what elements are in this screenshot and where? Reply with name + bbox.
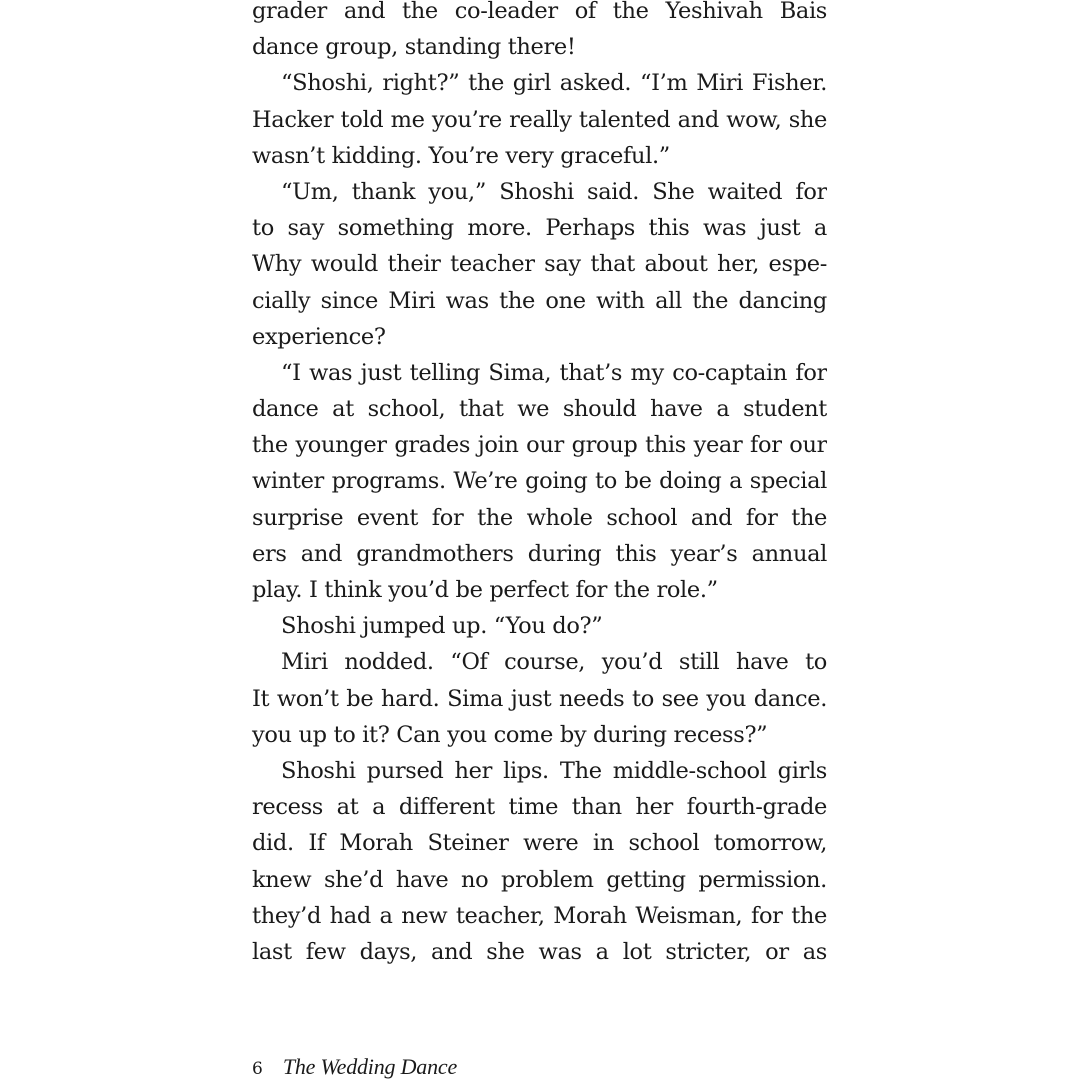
text-line: cially since Miri was the one with all the dancing <box>252 287 827 314</box>
text-line: knew she’d have no problem getting permission. <box>252 866 827 893</box>
text-line: to say something more. Perhaps this was just a <box>252 215 827 242</box>
running-title: The Wedding Dance <box>282 1054 458 1079</box>
text-line: Shoshi jumped up. “You do?” <box>281 613 603 640</box>
text-line: It won’t be hard. Sima just needs to see you dance. <box>252 685 827 712</box>
text-line: Why would their teacher say that about her, espe- <box>252 251 827 278</box>
text-line: did. If Morah Steiner were in school tomorrow, <box>252 830 827 857</box>
text-line: you up to it? Can you come by during recess?” <box>252 721 768 748</box>
text-line: dance group, standing there! <box>252 34 576 61</box>
text-line: surprise event for the whole school and for the <box>252 504 827 531</box>
text-line: recess at a different time than her fourth-grade <box>252 794 827 821</box>
text-line: the younger grades join our group this year for our <box>252 432 827 459</box>
body-text <box>252 0 827 970</box>
text-line: ers and grandmothers during this year’s annual <box>252 540 827 567</box>
page-number: 6 <box>252 1059 263 1079</box>
text-line: Shoshi pursed her lips. The middle-school girls <box>281 757 827 784</box>
text-line: experience? <box>252 323 386 350</box>
text-line: they’d had a new teacher, Morah Weisman, for the <box>252 902 827 929</box>
text-line: “Um, thank you,” Shoshi said. She waited for <box>281 178 827 205</box>
text-line: dance at school, that we should have a student <box>252 396 827 423</box>
text-line: “Shoshi, right?” the girl asked. “I’m Miri Fisher. <box>281 70 827 97</box>
text-line: grader and the co-leader of the Yeshivah Bais <box>252 0 827 24</box>
text-line: Miri nodded. “Of course, you’d still have to <box>281 649 827 676</box>
text-line: wasn’t kidding. You’re very graceful.” <box>252 142 670 169</box>
text-line: last few days, and she was a lot stricter, or as <box>252 938 827 965</box>
text-line: Hacker told me you’re really talented and wow, she <box>252 106 827 133</box>
text-line: play. I think you’d be perfect for the role.” <box>252 577 718 603</box>
text-line: “I was just telling Sima, that’s my co-captain for <box>281 359 827 386</box>
text-line: winter programs. We’re going to be doing a special <box>252 468 827 495</box>
